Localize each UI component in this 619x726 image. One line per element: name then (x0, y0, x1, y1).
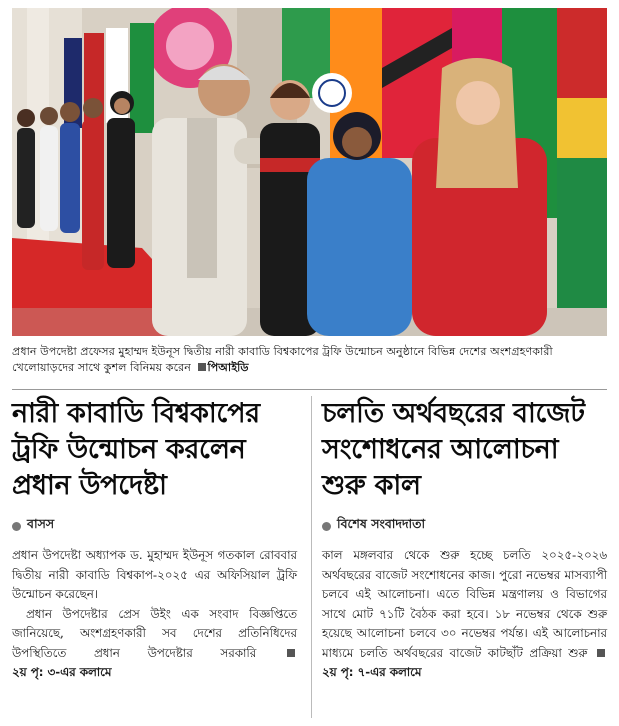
photo-caption (12, 344, 607, 376)
left-continued-link[interactable]: ২য় পৃ: ৩-এর কলামে (12, 665, 112, 679)
bullet-dot-icon (12, 522, 21, 531)
news-photo-illustration (12, 8, 607, 336)
right-continued-link[interactable]: ২য় পৃ: ৭-এর কলামে (322, 665, 422, 679)
square-bullet-icon (597, 649, 605, 657)
right-paragraph-1 (322, 546, 607, 683)
square-bullet-icon (198, 363, 206, 371)
left-byline (12, 516, 297, 536)
left-paragraph-1: প্রধান উপদেষ্টা অধ্যাপক ড. মুহাম্মদ ইউনূস গতকাল রোববার দ্বিতীয় নারী কাবাডি বিশ্বকাপ-২০২৫ এর অফিসিয়াল ট্রফি উন্মোচন করেছেন। (12, 548, 297, 601)
left-paragraph-2-text: প্রধান উপদেষ্টার প্রেস উইং এক সংবাদ বিজ্ঞপ্তিতে জানিয়েছে, অংশগ্রহণকারী সব দেশের প্রতিনিধিদের উপস্থিতিতে প্রধান উপদেষ্টার সরকারি (12, 606, 297, 660)
caption-text: প্রধান উপদেষ্টা প্রফেসর মুহাম্মদ ইউনূস দ্বিতীয় নারী কাবাডি বিশ্বকাপের ট্রফি উন্মোচন অনুষ্ঠানে বিভিন্ন দেশের অংশগ্রহণকারী খেলোয়াড়দের সাথে কুশল বিনিময় করেন (12, 345, 553, 374)
right-paragraph-1-text: কাল মঙ্গলবার থেকে শুরু হচ্ছে চলতি ২০২৫-২০২৬ অর্থবছরের বাজেট সংশোধনের কাজ। পুরো নভেম্বর মাসব্যাপী চলবে এই আলোচনা। এতে বিভিন্ন মন্ত্রণালয় ও বিভাগের সাথে মোট ৭১টি বৈঠক করা হবে। ১৮ নভেম্বর থেকে শুরু হয়েছে আলোচনা চলবে ৩০ নভেম্বর পর্যন্ত। এই আলোচনার মাধ্যমে চলতি অর্থবছরের বাজেট কাটছাঁট প্রক্রিয়া শুরু (322, 548, 607, 660)
left-headline: নারী কাবাডি বিশ্বকাপের ট্রফি উন্মোচন করলেন প্রধান উপদেষ্টা (12, 398, 260, 501)
bullet-dot-icon (322, 522, 331, 531)
column-divider (311, 396, 312, 718)
square-bullet-icon (287, 649, 295, 657)
right-byline-text: বিশেষ সংবাদদাতা (337, 516, 426, 531)
left-paragraph-2 (12, 605, 297, 683)
photo-credit: পিআইডি (207, 361, 249, 374)
right-article-body (322, 546, 607, 683)
left-byline-text: বাসস (27, 516, 55, 531)
right-article (322, 396, 607, 683)
left-article-body (12, 546, 297, 683)
section-divider (12, 389, 607, 390)
right-headline: চলতি অর্থবছরের বাজেট সংশোধনের আলোচনা শুরু কাল (322, 398, 585, 501)
left-article (12, 396, 297, 683)
right-byline (322, 516, 607, 536)
news-photo (12, 8, 607, 336)
